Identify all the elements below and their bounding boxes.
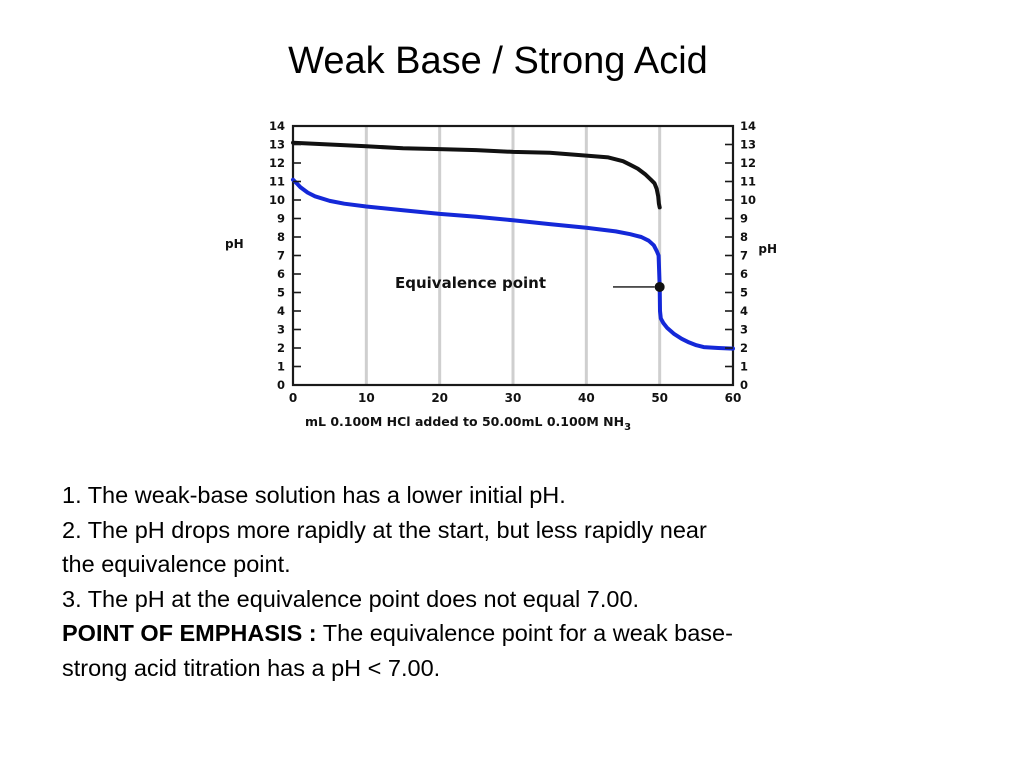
emphasis-label: POINT OF EMPHASIS : [62, 620, 317, 646]
equivalence-point-marker [655, 282, 665, 292]
x-tick-label: 0 [288, 391, 298, 405]
x-tick-label: 40 [577, 391, 595, 405]
y-tick-label-left: 10 [268, 193, 285, 207]
y-tick-label-right: 12 [740, 156, 757, 170]
x-ticks [289, 391, 742, 405]
y-tick-label-right: 0 [740, 378, 749, 392]
y-tick-label-left: 0 [276, 378, 285, 392]
y-tick-label-left: 12 [268, 156, 285, 170]
y-tick-label-right: 4 [740, 304, 749, 318]
y-ticks-right [725, 119, 756, 392]
x-tick-label: 10 [357, 391, 375, 405]
y-tick-label-right: 6 [740, 267, 749, 281]
y-tick-label-right: 5 [740, 285, 749, 300]
y-tick-label-left: 9 [276, 211, 285, 226]
x-tick-label: 30 [504, 391, 522, 405]
y-tick-label-right: 13 [740, 137, 757, 152]
y-tick-label-right: 2 [740, 341, 749, 355]
y-tick-label-right: 7 [740, 248, 749, 263]
y-tick-label-right: 14 [740, 119, 757, 133]
note-line-3: the equivalence point. [62, 551, 291, 577]
equivalence-annotation [395, 274, 665, 292]
note-line-1: 1. The weak-base solution has a lower initial pH. [62, 482, 566, 508]
chart-grid [366, 126, 659, 385]
x-tick-label: 20 [431, 391, 449, 405]
y-tick-label-right: 3 [740, 322, 749, 337]
x-axis-label: mL 0.100M HCl added to 50.00mL 0.100M $NH_3$ [305, 414, 632, 433]
titration-chart [215, 112, 775, 442]
emphasis-line [62, 616, 962, 651]
y-ticks-left [269, 119, 301, 392]
y-tick-label-right: 8 [740, 230, 749, 244]
y-tick-label-right: 9 [740, 211, 749, 226]
y-axis-label-left: pH [225, 237, 244, 251]
y-tick-label-left: 3 [276, 322, 285, 337]
y-axis-label-right: pH [758, 242, 777, 256]
x-tick-label: 60 [724, 391, 742, 405]
y-tick-label-left: 11 [268, 174, 285, 189]
y-tick-label-left: 7 [276, 248, 285, 263]
emphasis-text: The equivalence point for a weak base- [316, 620, 733, 646]
slide-title [0, 40, 1024, 83]
y-tick-label-left: 4 [276, 304, 285, 318]
title-text: Weak Base / Strong Acid [288, 40, 708, 82]
y-tick-label-right: 1 [740, 359, 749, 374]
x-tick-label: 50 [651, 391, 669, 405]
series-line-1 [293, 143, 660, 208]
y-tick-label-right: 10 [740, 193, 757, 207]
notes [62, 478, 962, 685]
y-tick-label-left: 2 [276, 341, 285, 355]
y-tick-label-left: 1 [276, 359, 285, 374]
y-tick-label-right: 11 [740, 174, 757, 189]
y-tick-label-left: 8 [276, 230, 285, 244]
y-tick-label-left: 5 [276, 285, 285, 300]
note-line-6: strong acid titration has a pH < 7.00. [62, 654, 441, 681]
note-line-4: 3. The pH at the equivalence point does not equal 7.00. [62, 585, 640, 612]
y-tick-label-left: 14 [268, 119, 285, 133]
note-line-2: 2. The pH drops more rapidly at the start, but less rapidly near [62, 516, 707, 543]
y-tick-label-left: 6 [276, 267, 285, 281]
equivalence-point-label: Equivalence point [395, 274, 547, 292]
y-tick-label-left: 13 [268, 137, 285, 152]
